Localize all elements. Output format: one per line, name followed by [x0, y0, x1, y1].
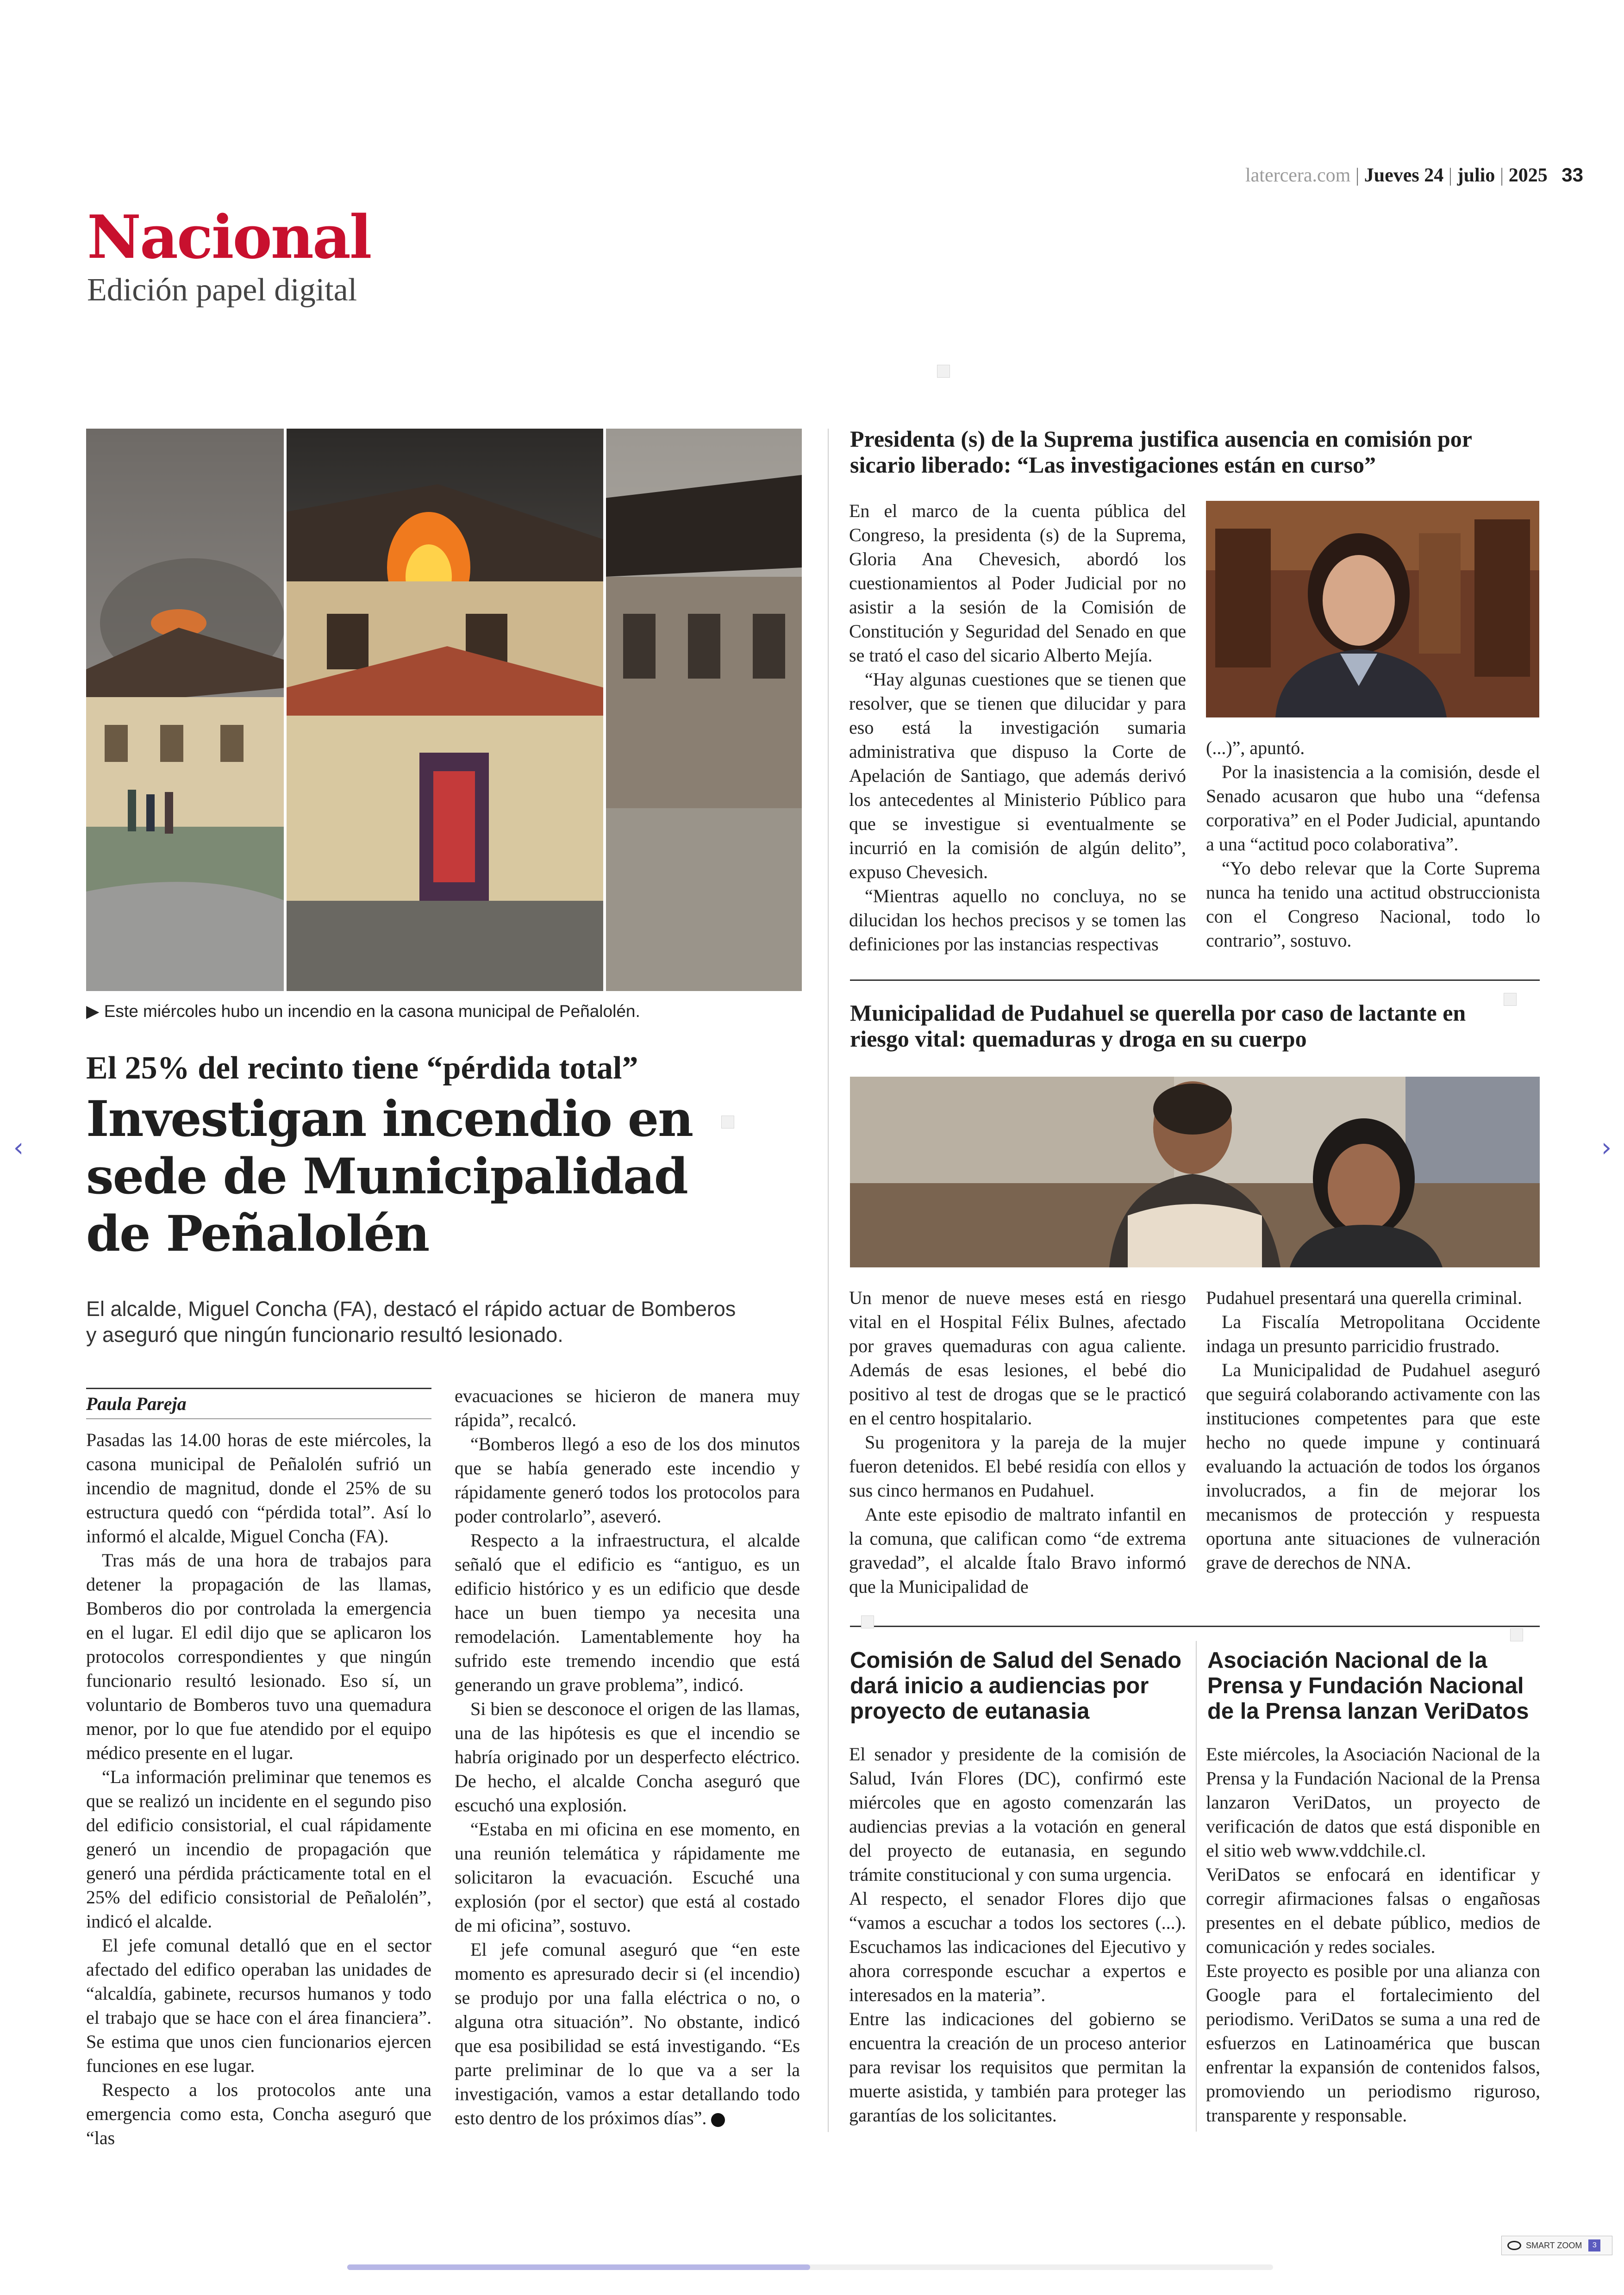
- paragraph: Respecto a la infraestructura, el alcalde señaló que el edificio es “antiguo, es un edificio histórico y es un edificio que desde hace un buen tiempo ya necesita una remodelación. Lamentablemente hoy ha sufrido este tremendo incendio que está generando un grave problema”, indicó.: [455, 1530, 800, 1695]
- paragraph: Un menor de nueve meses está en riesgo vital en el Hospital Félix Bulnes, afectado por graves quemaduras con agua caliente. Además de esas lesiones, el bebé dio positivo al test de drogas que se le practicó en el centro hospitalario.: [849, 1287, 1186, 1428]
- ad-marker: [861, 1615, 874, 1628]
- ad-marker: [1510, 1628, 1523, 1641]
- fire-photo: [86, 429, 802, 991]
- main-kicker: El 25% del recinto tiene “pérdida total”: [86, 1050, 638, 1086]
- suprema-headline: Presidenta (s) de la Suprema justifica ausencia en comisión por sicario liberado: “Las investigaciones están en curso”: [850, 426, 1472, 478]
- column-divider: [1196, 1641, 1197, 2132]
- paragraph: “Mientras aquello no concluya, no se dilucidan los hechos precisos y se tomen las definiciones por las instancias respectivas: [849, 886, 1186, 954]
- main-column-1: [86, 1428, 431, 2150]
- page-number: 33: [1562, 164, 1583, 186]
- smart-zoom-button[interactable]: [1501, 2236, 1612, 2255]
- previous-page-arrow-icon[interactable]: ‹: [13, 1133, 24, 1163]
- pudahuel-column-1: [849, 1286, 1186, 1599]
- header-month: julio: [1457, 165, 1495, 186]
- paragraph: Este proyecto es posible por una alianza con Google para el fortalecimiento del periodismo. VeriDatos se suma a una red de esfuerzos en Latinoamérica que buscan enfrentar la expansión de contenidos falsos, promoviendo un periodismo riguroso, transparente y responsable.: [1206, 1960, 1540, 2126]
- pudahuel-column-2: [1206, 1286, 1540, 1575]
- section-rule: [850, 1626, 1540, 1627]
- headline-line: Investigan incendio en: [86, 1090, 693, 1148]
- byline-rule: [86, 1388, 431, 1389]
- paragraph: En el marco de la cuenta pública del Congreso, la presidenta (s) de la Suprema, Gloria Ana Chevesich, abordó los cuestionamientos al Poder Judicial por no asistir a la sesión de la Comisión de Constitución y Seguridad del Senado en que se trató el caso del sicario Alberto Mejía.: [849, 500, 1186, 666]
- paragraph: “Yo debo relevar que la Corte Suprema nunca ha tenido una actitud obstruccionista con el Congreso Nacional, todo lo contrario”, sostuvo.: [1206, 858, 1540, 951]
- paragraph: “La información preliminar que tenemos es que se realizó un incidente en el segundo piso del edificio consistorial, el cual rápidamente generó un incendio de propagación que generó una pérdida prácticamente total en el 25% del edificio consistorial de Peñalolén”, indicó el alcalde.: [86, 1766, 431, 1932]
- paragraph: [455, 1938, 800, 2130]
- paragraph: La Fiscalía Metropolitana Occidente indaga un presunto parricidio frustrado.: [1206, 1311, 1540, 1356]
- paragraph: El jefe comunal detalló que en el sector afectado del edifico operaban las unidades de “alcaldía, gabinete, recursos humanos y todo el trabajo que se hace con el área financiera”. Se estima que unos cien funcionarios ejercen funciones en ese lugar.: [86, 1935, 431, 2076]
- page-progress-track[interactable]: [347, 2264, 1273, 2270]
- pudahuel-headline: Municipalidad de Pudahuel se querella por caso de lactante en riesgo vital: quemaduras y droga en su cuerpo: [850, 1000, 1466, 1052]
- byline: Paula Pareja: [86, 1393, 187, 1414]
- section-rule: [850, 979, 1540, 981]
- paragraph: evacuaciones se hicieron de manera muy rápida”, recalcó.: [455, 1385, 800, 1430]
- paragraph: Entre las indicaciones del gobierno se encuentra la creación de un proceso anterior para revisar los requisitos que permitan la muerte asistida, y también para proteger las garantías de los solicitantes.: [849, 2008, 1186, 2126]
- paragraph: (...)”, apuntó.: [1206, 737, 1305, 758]
- paragraph: Respecto a los protocolos ante una emergencia como esta, Concha aseguró que “las: [86, 2079, 431, 2148]
- headline-line: sede de Municipalidad: [86, 1147, 687, 1205]
- paragraph: Al respecto, el senador Flores dijo que “vamos a escuchar a todos los sectores (...). Escuchamos las indicaciones del Ejecutivo y ahora corresponde escuchar a expertos e interesados en la materia”.: [849, 1888, 1186, 2005]
- header-day: Jueves 24: [1364, 165, 1444, 186]
- paragraph: Por la inasistencia a la comisión, desde el Senado acusaron que hubo una “defensa corporativa” en el Poder Judicial, apuntando a una “actitud poco colaborativa”.: [1206, 761, 1540, 854]
- zoom-badge: 3: [1588, 2239, 1600, 2251]
- smart-zoom-label: SMART ZOOM: [1526, 2241, 1582, 2250]
- salud-body: [849, 1742, 1186, 2127]
- headline-line: de Peñalolén: [86, 1204, 429, 1262]
- paragraph: Su progenitora y la pareja de la mujer fueron detenidos. El bebé residía con ellos y sus cinco hermanos en Pudahuel.: [849, 1432, 1186, 1501]
- column-divider: [828, 429, 829, 2132]
- paragraph: “Hay algunas cuestiones que se tienen que resolver, que se tienen que dilucidar y para eso está la investigación sumaria administrativa que dispuso la Corte de Apelación de Santiago, que además derivó los antecedentes al Ministerio Público para que se investigue si eventualmente se incurrió en la comisión de algún delito”, expuso Chevesich.: [849, 669, 1186, 882]
- paragraph: La Municipalidad de Pudahuel aseguró que seguirá colaborando activamente con las instituciones competentes para que este hecho no quede impune y continuará evaluando la actuación de todos los órganos involucrados, a fin de mejorar los mecanismos de protección y respuesta oportuna ante situaciones de vulneración grave de derechos de NNA.: [1206, 1360, 1540, 1573]
- salud-headline: Comisión de Salud del Senado dará inicio a audiencias por proyecto de eutanasia: [850, 1648, 1182, 1724]
- paragraph: Ante este episodio de maltrato infantil en la comuna, que califican como “de extrema gravedad”, el alcalde Ítalo Bravo informó que la Municipalidad de: [849, 1504, 1186, 1597]
- pudahuel-photo: [850, 1077, 1540, 1267]
- header-year: 2025: [1508, 165, 1548, 186]
- caption-text: Este miércoles hubo un incendio en la casona municipal de Peñalolén.: [104, 1002, 640, 1021]
- veridatos-body: [1206, 1742, 1540, 2127]
- paragraph: “Estaba en mi oficina en ese momento, en una reunión telemática y rápidamente me solicitaron la evacuación. Escuché una explosión (por el sector) que está al costado de mi oficina”, sostuvo.: [455, 1819, 800, 1936]
- page-progress-fill: [347, 2264, 810, 2270]
- end-mark-icon: [711, 2113, 725, 2127]
- paragraph: VeriDatos se enfocará en identificar y corregir afirmaciones falsas o engañosas presentes en el debate público, medios de comunicación y redes sociales.: [1206, 1864, 1540, 1957]
- byline-underline: [86, 1418, 431, 1419]
- section-subtitle: Edición papel digital: [87, 272, 357, 308]
- ad-marker: [721, 1116, 734, 1129]
- ad-marker: [937, 365, 950, 378]
- veridatos-headline: Asociación Nacional de la Prensa y Fundación Nacional de la Prensa lanzan VeriDatos: [1207, 1648, 1529, 1724]
- caption-arrow-icon: ▶: [86, 1002, 104, 1021]
- main-column-2: [455, 1384, 800, 2130]
- eye-icon: [1507, 2241, 1521, 2250]
- chevesich-photo: [1206, 501, 1539, 717]
- suprema-column-2: [1206, 736, 1540, 953]
- main-headline: [86, 1090, 790, 1262]
- paragraph: Pasadas las 14.00 horas de este miércoles, la casona municipal de Peñalolén sufrió un incendio de magnitud, donde el 25% de su estructura quedó con “pérdida total”. Así lo informó el alcalde, Miguel Concha (FA).: [86, 1429, 431, 1547]
- main-lead: El alcalde, Miguel Concha (FA), destacó el rápido actuar de Bomberos y aseguró que ningún funcionario resultó lesionado.: [86, 1297, 736, 1347]
- paragraph: El senador y presidente de la comisión de Salud, Iván Flores (DC), confirmó este miércoles que en agosto comenzarán las audiencias previas a la votación en general del proyecto de eutanasia, en segundo trámite constitucional y con suma urgencia.: [849, 1744, 1186, 1885]
- section-title: Nacional: [87, 203, 371, 272]
- site-name: latercera.com: [1245, 165, 1351, 186]
- paragraph: Tras más de una hora de trabajos para detener la propagación de las llamas, Bomberos dio por controlada la emergencia en el lugar. El edil dijo que se aplicaron los protocolos correspondientes y que ningún funcionario resultó lesionado. Eso sí, un voluntario de Bomberos tuvo una quemadura menor, por lo que fue atendido por el equipo médico presente en el lugar.: [86, 1550, 431, 1763]
- next-page-arrow-icon[interactable]: ›: [1601, 1133, 1612, 1163]
- paragraph: Si bien se desconoce el origen de las llamas, una de las hipótesis es que el incendio se habría originado por un desperfecto eléctrico. De hecho, el alcalde Concha aseguró que escuchó una explosión.: [455, 1698, 800, 1815]
- paragraph: Este miércoles, la Asociación Nacional de la Prensa y la Fundación Nacional de la Prensa lanzaron VeriDatos, un proyecto de verificación de datos que está disponible en el sitio web www.vddchile.cl.: [1206, 1744, 1540, 1861]
- paragraph: Pudahuel presentará una querella criminal.: [1206, 1287, 1523, 1308]
- suprema-column-1: [849, 499, 1186, 956]
- paragraph: “Bomberos llegó a eso de los dos minutos que se había generado este incendio y rápidamente generó todos los protocolos para poder controlarlo”, aseveró.: [455, 1434, 800, 1527]
- page-header: latercera.com | Jueves 24 | julio | 2025 33: [1245, 164, 1583, 186]
- photo-caption: [86, 1000, 808, 1023]
- paragraph-text: El jefe comunal aseguró que “en este momento es apresurado decir si (el incendio) se produjo por una falla eléctrica o no, o alguna otra situación”. No obstante, indicó que esa posibilidad se está investigando. “Es parte preliminar de lo que va a ser la investigación, vamos a estar detallando todo esto dentro de los próximos días”.: [455, 1939, 800, 2128]
